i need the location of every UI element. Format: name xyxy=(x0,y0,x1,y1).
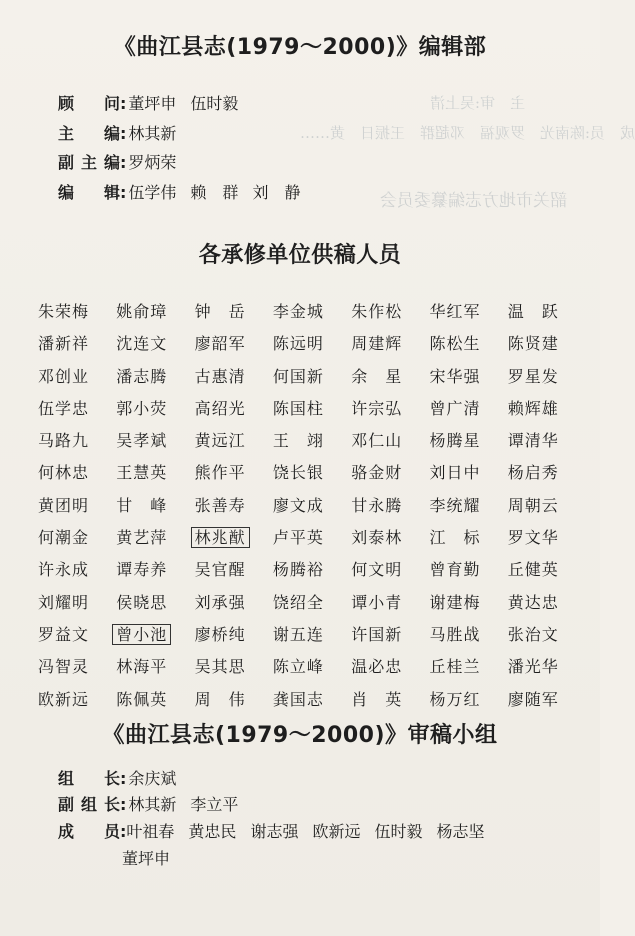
contributor-name-text: 张治文 xyxy=(507,624,559,644)
contributor-name-text: 谭清华 xyxy=(507,431,559,451)
contributor-name-text: 甘永腾 xyxy=(351,495,403,515)
contributor-name xyxy=(429,522,507,554)
person-name: 叶祖春 xyxy=(126,822,175,841)
contributor-name-text: 谢建梅 xyxy=(429,592,481,612)
contributors-row xyxy=(38,425,598,457)
contributor-name xyxy=(429,587,507,619)
contributor-name-text: 吴孝斌 xyxy=(116,431,168,451)
role-label: 成 员 xyxy=(58,822,120,841)
contributor-name-text: 江 标 xyxy=(429,528,481,548)
contributor-name-text: 吴其思 xyxy=(194,657,246,677)
contributor-name-text: 黄远江 xyxy=(194,431,246,451)
contributor-name xyxy=(195,522,273,554)
contributor-name xyxy=(273,296,351,328)
contributor-name xyxy=(429,457,507,489)
contributor-name xyxy=(38,393,116,425)
contributor-name xyxy=(351,587,429,619)
contributor-name xyxy=(195,328,273,360)
contributor-name-text: 周建辉 xyxy=(351,334,403,354)
contributor-name-text: 陈贤建 xyxy=(507,334,559,354)
contributors-row xyxy=(38,328,598,360)
person-name: 董坪申 xyxy=(128,94,177,113)
contributor-name xyxy=(195,425,273,457)
contributor-name-text: 罗益文 xyxy=(38,624,90,644)
contributor-name xyxy=(351,554,429,586)
contributor-name xyxy=(508,522,586,554)
contributor-name-text: 何林忠 xyxy=(38,463,90,483)
contributor-name xyxy=(38,684,116,716)
contributors-row xyxy=(38,651,598,683)
contributors-row xyxy=(38,393,598,425)
person-name: 欧新远 xyxy=(312,822,361,841)
contributor-name xyxy=(351,425,429,457)
contributor-name-text: 冯智灵 xyxy=(38,657,90,677)
contributor-name-text: 欧新远 xyxy=(38,689,90,709)
contributor-name-text: 周朝云 xyxy=(507,495,559,515)
contributor-name xyxy=(273,361,351,393)
contributor-name-text: 潘光华 xyxy=(507,657,559,677)
contributor-name xyxy=(116,587,194,619)
contributor-name xyxy=(429,361,507,393)
person-name: 林其新 xyxy=(128,124,177,143)
contributor-name xyxy=(273,554,351,586)
contributor-name xyxy=(38,425,116,457)
contributor-name xyxy=(351,296,429,328)
contributor-name xyxy=(116,554,194,586)
contributor-name-text: 宋华强 xyxy=(429,366,481,386)
review-row xyxy=(58,766,190,792)
contributor-name-text: 华红军 xyxy=(429,302,481,321)
contributor-name xyxy=(273,490,351,522)
contributor-name xyxy=(508,554,586,586)
contributors-row xyxy=(38,684,598,716)
editorial-row xyxy=(58,180,314,206)
contributor-name-text: 廖桥纯 xyxy=(194,624,246,644)
contributor-name xyxy=(429,328,507,360)
colon: : xyxy=(120,769,127,788)
contributor-name xyxy=(38,619,116,651)
contributor-name-text: 杨腾裕 xyxy=(272,560,324,580)
contributors-title: 各承修单位供稿人员 xyxy=(198,243,402,268)
contributor-name-text: 伍学忠 xyxy=(38,398,90,418)
contributor-name xyxy=(351,651,429,683)
contributor-name-text: 邓仁山 xyxy=(351,431,403,451)
contributor-name xyxy=(195,554,273,586)
colon: : xyxy=(120,822,127,841)
contributor-name-text: 许永成 xyxy=(38,560,90,580)
contributor-name-text: 朱荣梅 xyxy=(38,302,90,321)
contributor-name-text: 潘新祥 xyxy=(38,334,90,354)
colon: : xyxy=(120,153,127,172)
contributor-name-text: 马路九 xyxy=(38,431,90,451)
contributor-name-text: 廖随军 xyxy=(507,689,559,709)
contributor-name xyxy=(116,490,194,522)
contributor-name xyxy=(195,393,273,425)
contributor-name xyxy=(116,684,194,716)
role-label: 副组长 xyxy=(58,795,120,814)
contributor-name-text: 朱作松 xyxy=(351,302,403,321)
contributor-name xyxy=(508,651,586,683)
contributors-row xyxy=(38,296,598,328)
contributor-name xyxy=(508,457,586,489)
contributor-name-text: 吴官醒 xyxy=(194,560,246,580)
contributor-name xyxy=(273,587,351,619)
role-label: 组 长 xyxy=(58,769,120,788)
contributor-name-text: 林兆猷 xyxy=(191,527,250,548)
contributor-name-text: 高绍光 xyxy=(194,398,246,418)
contributor-name-text: 陈立峰 xyxy=(272,657,324,677)
review-title: 《曲江县志(1979～2000)》审稿小组 xyxy=(102,723,498,748)
contributor-name-text: 肖 英 xyxy=(351,689,403,709)
role-label: 副主编 xyxy=(58,153,120,172)
contributor-name xyxy=(116,619,194,651)
person-name: 赖 群 xyxy=(190,183,239,202)
contributor-name xyxy=(429,425,507,457)
person-name: 刘 静 xyxy=(252,183,301,202)
contributor-name-text: 谢五连 xyxy=(272,624,324,644)
contributor-name xyxy=(38,587,116,619)
contributor-name xyxy=(351,328,429,360)
contributor-name-text: 卢平英 xyxy=(272,528,324,548)
bleed-through-text: 成 员:陈南光 罗观福 邓超群 王振日 黄…… xyxy=(300,124,635,142)
contributor-name-text: 李统耀 xyxy=(429,495,481,515)
contributor-name xyxy=(273,393,351,425)
contributor-name-text: 刘承强 xyxy=(194,592,246,612)
contributor-name-text: 赖辉雄 xyxy=(507,398,559,418)
contributor-name-text: 罗星发 xyxy=(507,366,559,386)
person-name: 伍时毅 xyxy=(374,822,423,841)
contributor-name xyxy=(273,684,351,716)
contributor-name xyxy=(38,296,116,328)
contributor-name-text: 王 翊 xyxy=(272,431,324,451)
contributor-name xyxy=(116,425,194,457)
role-label: 顾 问 xyxy=(58,94,120,113)
contributors-row xyxy=(38,587,598,619)
contributor-name xyxy=(351,684,429,716)
contributor-name-text: 古惠清 xyxy=(194,366,246,386)
contributor-name-text: 刘日中 xyxy=(429,463,481,483)
role-label: 主 编 xyxy=(58,124,120,143)
contributor-name xyxy=(116,457,194,489)
contributor-name xyxy=(429,554,507,586)
contributor-name-text: 谭寿养 xyxy=(116,560,168,580)
contributor-name xyxy=(38,522,116,554)
contributor-name xyxy=(116,651,194,683)
person-name: 伍时毅 xyxy=(190,94,239,113)
contributor-name-text: 王慧英 xyxy=(116,463,168,483)
contributor-name-text: 侯晓思 xyxy=(116,592,168,612)
contributor-name-text: 余 星 xyxy=(351,366,403,386)
editorial-row xyxy=(58,121,190,147)
colon: : xyxy=(120,94,127,113)
contributor-name xyxy=(508,684,586,716)
person-name: 谢志强 xyxy=(250,822,299,841)
contributor-name-text: 何潮金 xyxy=(38,528,90,548)
contributor-name xyxy=(508,393,586,425)
contributor-name-text: 陈远明 xyxy=(272,334,324,354)
person-name: 余庆斌 xyxy=(128,769,177,788)
contributor-name-text: 刘泰林 xyxy=(351,528,403,548)
person-name: 黄忠民 xyxy=(188,822,237,841)
person-name: 李立平 xyxy=(190,795,239,814)
contributor-name xyxy=(195,457,273,489)
contributor-name-text: 熊作平 xyxy=(194,463,246,483)
contributor-name xyxy=(429,619,507,651)
contributors-row xyxy=(38,361,598,393)
contributors-row xyxy=(38,457,598,489)
person-name: 林其新 xyxy=(128,795,177,814)
contributor-name-text: 饶绍全 xyxy=(272,592,324,612)
contributor-name xyxy=(38,554,116,586)
contributor-name-text: 李金城 xyxy=(272,302,324,321)
contributor-name-text: 沈连文 xyxy=(116,334,168,354)
contributor-name xyxy=(508,490,586,522)
contributor-name xyxy=(429,393,507,425)
contributor-name xyxy=(429,296,507,328)
contributor-name xyxy=(195,684,273,716)
contributor-name-text: 陈松生 xyxy=(429,334,481,354)
bleed-through-text: 韶关市地方志编纂委员会 xyxy=(380,191,567,211)
person-name: 伍学伟 xyxy=(128,183,177,202)
contributor-name xyxy=(116,522,194,554)
contributor-name xyxy=(195,296,273,328)
contributor-name-text: 何文明 xyxy=(351,560,403,580)
person-name: 杨志坚 xyxy=(436,822,485,841)
contributor-name-text: 温必忠 xyxy=(351,657,403,677)
role-label: 编 辑 xyxy=(58,183,120,202)
contributor-name xyxy=(195,619,273,651)
bleed-through-text: 主 审:吴上清 xyxy=(430,94,526,112)
contributor-name-text: 廖韶军 xyxy=(194,334,246,354)
editorial-title: 《曲江县志(1979～2000)》编辑部 xyxy=(113,35,487,60)
contributor-name-text: 杨启秀 xyxy=(507,463,559,483)
contributor-name xyxy=(351,457,429,489)
editorial-row xyxy=(58,150,190,176)
contributor-name-text: 刘耀明 xyxy=(38,592,90,612)
contributor-name-text: 曾广清 xyxy=(429,398,481,418)
contributors-row xyxy=(38,619,598,651)
contributor-name xyxy=(273,619,351,651)
contributor-name-text: 甘 峰 xyxy=(116,495,168,515)
contributor-name xyxy=(351,361,429,393)
editorial-row xyxy=(58,91,252,117)
contributor-name-text: 廖文成 xyxy=(272,495,324,515)
contributor-name-text: 曾育勤 xyxy=(429,560,481,580)
contributor-name-text: 张善寿 xyxy=(194,495,246,515)
colon: : xyxy=(120,795,127,814)
contributor-name xyxy=(508,361,586,393)
contributor-name xyxy=(429,490,507,522)
contributor-name xyxy=(429,651,507,683)
contributor-name-text: 丘桂兰 xyxy=(429,657,481,677)
contributor-name-text: 黄团明 xyxy=(38,495,90,515)
contributor-name-text: 钟 岳 xyxy=(194,302,246,321)
contributors-row xyxy=(38,490,598,522)
review-members xyxy=(58,818,578,872)
contributor-name-text: 郭小荧 xyxy=(116,398,168,418)
contributor-name-text: 杨腾星 xyxy=(429,431,481,451)
contributor-name xyxy=(116,361,194,393)
contributor-name xyxy=(116,296,194,328)
contributor-name-text: 骆金财 xyxy=(351,463,403,483)
contributor-name-text: 林海平 xyxy=(116,657,168,677)
contributor-name-text: 许国新 xyxy=(351,624,403,644)
contributor-name xyxy=(351,393,429,425)
colon: : xyxy=(120,124,127,143)
contributor-name-text: 邓创业 xyxy=(38,366,90,386)
contributor-name xyxy=(116,328,194,360)
contributor-name-text: 谭小青 xyxy=(351,592,403,612)
contributor-name xyxy=(195,490,273,522)
contributor-name xyxy=(508,619,586,651)
contributor-name-text: 陈国柱 xyxy=(272,398,324,418)
review-row xyxy=(58,792,252,818)
contributor-name-text: 罗文华 xyxy=(507,528,559,548)
contributor-name-text: 许宗弘 xyxy=(351,398,403,418)
contributor-name xyxy=(195,587,273,619)
contributor-name-text: 何国新 xyxy=(272,366,324,386)
contributor-name-text: 龚国志 xyxy=(272,689,324,709)
contributor-name xyxy=(508,296,586,328)
contributor-name-text: 陈佩英 xyxy=(116,689,168,709)
contributor-name xyxy=(195,361,273,393)
person-name: 董坪申 xyxy=(122,849,171,868)
contributor-name-text: 黄艺萍 xyxy=(116,528,168,548)
contributor-name xyxy=(508,328,586,360)
contributor-name xyxy=(429,684,507,716)
contributor-name xyxy=(38,361,116,393)
contributor-name-text: 温 跃 xyxy=(507,302,559,321)
colon: : xyxy=(120,183,127,202)
contributor-name xyxy=(351,490,429,522)
contributor-name xyxy=(273,328,351,360)
contributor-name xyxy=(273,651,351,683)
person-name: 罗炳荣 xyxy=(128,153,177,172)
contributor-name-text: 马胜战 xyxy=(429,624,481,644)
contributor-name-text: 杨万红 xyxy=(429,689,481,709)
contributor-name xyxy=(38,490,116,522)
contributor-name-text: 姚俞璋 xyxy=(116,302,168,321)
contributor-name xyxy=(508,425,586,457)
contributor-name xyxy=(38,328,116,360)
contributors-row xyxy=(38,554,598,586)
contributor-name-text: 曾小池 xyxy=(112,624,171,645)
contributor-name-text: 饶长银 xyxy=(272,463,324,483)
contributor-name xyxy=(38,651,116,683)
contributor-name xyxy=(195,651,273,683)
contributor-name xyxy=(273,522,351,554)
contributor-name xyxy=(351,522,429,554)
contributor-name xyxy=(38,457,116,489)
contributor-name-text: 黄达忠 xyxy=(507,592,559,612)
contributor-name xyxy=(508,587,586,619)
contributor-name-text: 周 伟 xyxy=(194,689,246,709)
contributor-name-text: 潘志腾 xyxy=(116,366,168,386)
contributor-name xyxy=(116,393,194,425)
contributors-row xyxy=(38,522,598,554)
contributors-grid xyxy=(38,296,598,716)
contributor-name-text: 丘健英 xyxy=(507,560,559,580)
contributor-name xyxy=(273,457,351,489)
contributor-name xyxy=(273,425,351,457)
contributor-name xyxy=(351,619,429,651)
